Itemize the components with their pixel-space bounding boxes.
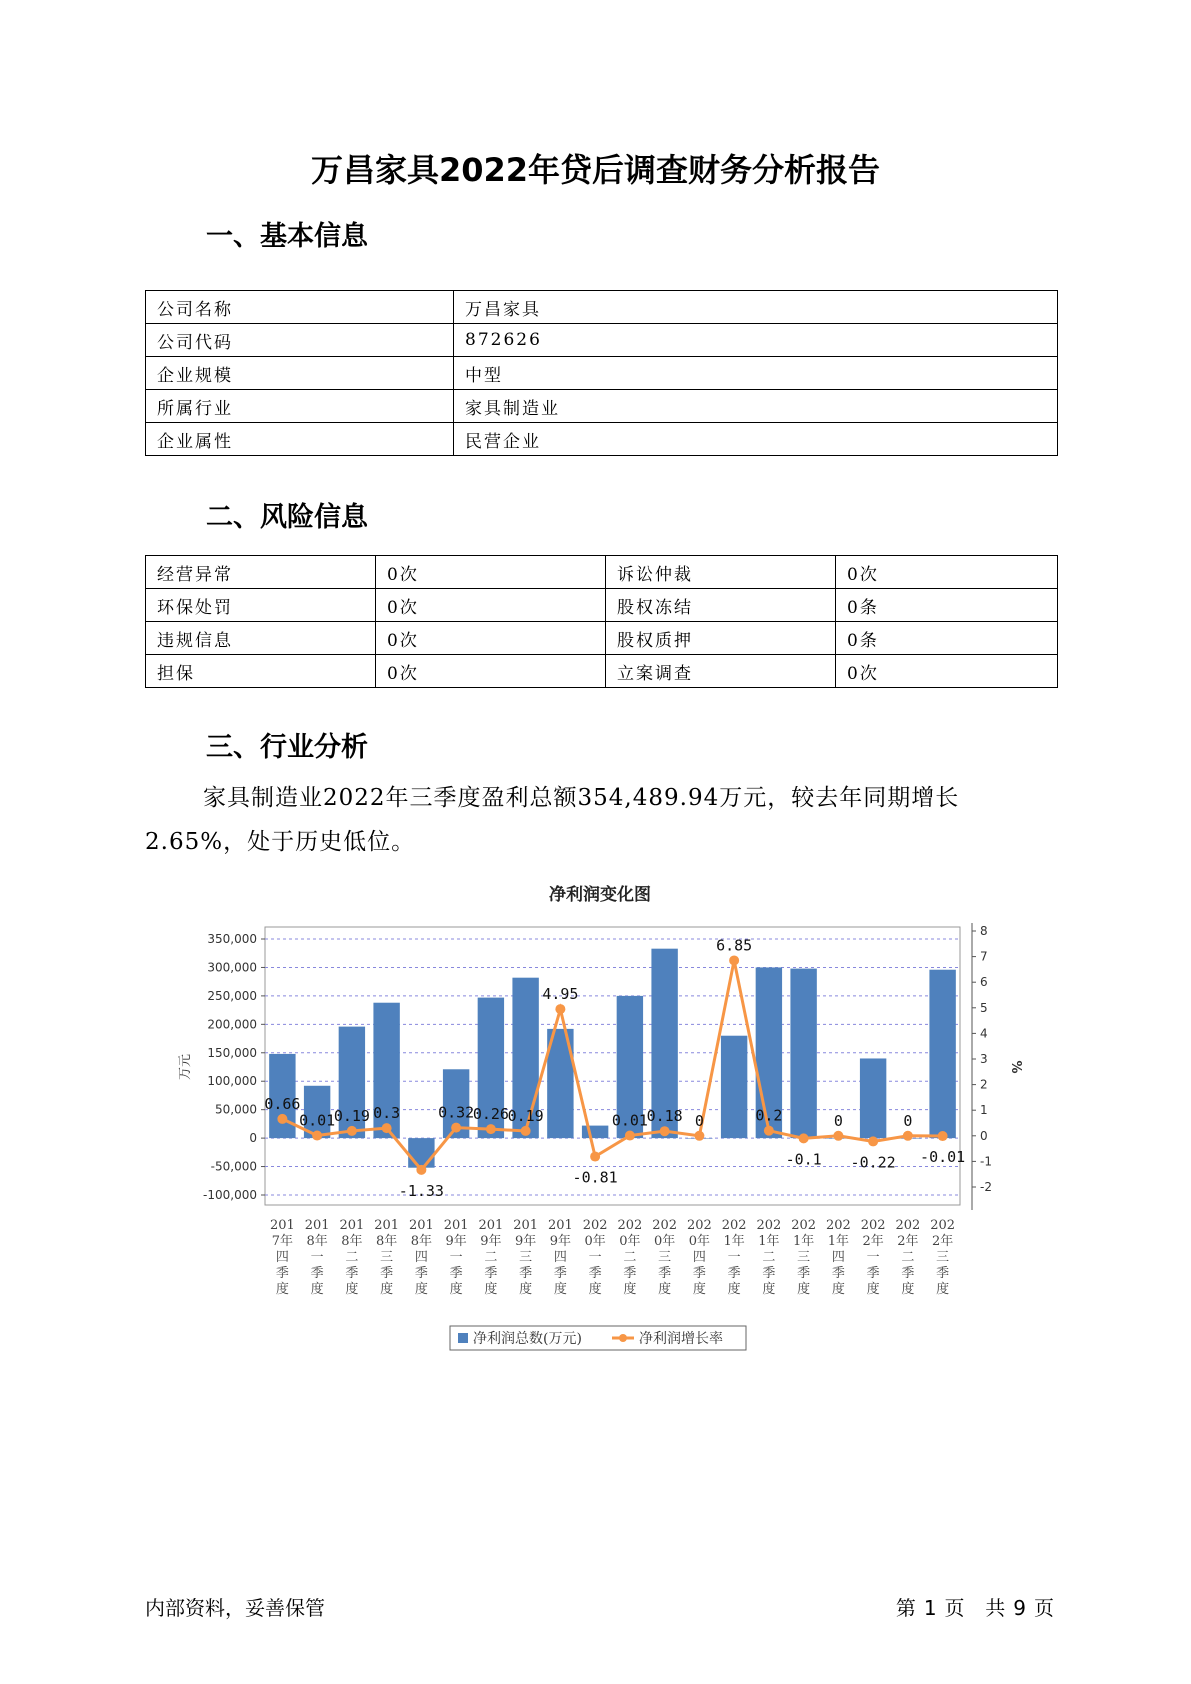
x-axis-tick-label: 202 0年三季度 xyxy=(652,1218,678,1297)
left-axis-tick-label: 150,000 xyxy=(207,1045,257,1060)
basic-info-value: 民营企业 xyxy=(454,423,1058,456)
risk-info-row xyxy=(146,589,1058,622)
growth-rate-data-label: 0.66 xyxy=(264,1094,301,1113)
x-axis-tick-label: 202 0年二季度 xyxy=(617,1218,643,1297)
risk-info-row xyxy=(146,622,1058,655)
basic-info-row xyxy=(146,324,1058,357)
left-axis-tick-label: 250,000 xyxy=(207,988,257,1003)
risk-info-value: 0条 xyxy=(836,589,1058,622)
x-axis-tick-label: 201 7年四季度 xyxy=(269,1218,295,1297)
page-current: 1 xyxy=(923,1596,937,1620)
growth-rate-point xyxy=(660,1126,670,1136)
growth-rate-point xyxy=(382,1123,392,1133)
section-heading-risk-info: 二、风险信息 xyxy=(206,502,368,533)
legend-line-label: 净利润增长率 xyxy=(639,1331,723,1347)
risk-info-label: 立案调查 xyxy=(606,655,836,688)
risk-info-label: 违规信息 xyxy=(146,622,376,655)
growth-rate-data-label: -0.1 xyxy=(785,1150,822,1169)
growth-rate-point xyxy=(486,1124,496,1134)
growth-rate-data-label: 0.32 xyxy=(438,1103,475,1122)
left-axis-tick-label: 0 xyxy=(249,1131,257,1146)
basic-info-label: 公司代码 xyxy=(146,324,454,357)
x-axis-tick-label: 202 1年一季度 xyxy=(721,1218,747,1297)
left-axis-label: 万元 xyxy=(178,1053,193,1081)
industry-paragraph-text: 家具制造业2022年三季度盈利总额354,489.94万元，较去年同期增长2.65%，处于历史低位。 xyxy=(145,785,960,855)
chart-title: 净利润变化图 xyxy=(549,885,651,905)
right-axis-tick-label: 7 xyxy=(980,949,988,964)
growth-rate-point xyxy=(625,1131,635,1141)
right-axis-tick-label: 6 xyxy=(980,975,988,990)
industry-paragraph xyxy=(145,776,1050,864)
growth-rate-data-label: 0.3 xyxy=(373,1104,401,1123)
left-axis-tick-label: 200,000 xyxy=(207,1017,257,1032)
risk-info-value: 0次 xyxy=(376,556,606,589)
growth-rate-data-label: 0 xyxy=(833,1111,843,1130)
x-axis-tick-label: 201 9年二季度 xyxy=(478,1218,504,1297)
page-total: 9 xyxy=(1013,1596,1026,1620)
x-axis-tick-label: 201 9年四季度 xyxy=(547,1218,573,1297)
x-axis-tick-label: 202 1年四季度 xyxy=(825,1218,851,1297)
risk-info-table xyxy=(145,555,1058,688)
basic-info-table xyxy=(145,290,1058,456)
section-heading-industry: 三、行业分析 xyxy=(206,732,368,763)
growth-rate-point xyxy=(277,1114,287,1124)
growth-rate-point xyxy=(590,1152,600,1162)
growth-rate-data-label: 0 xyxy=(903,1111,913,1130)
basic-info-row xyxy=(146,291,1058,324)
bar-net-profit xyxy=(790,969,816,1139)
bar-net-profit xyxy=(408,1138,434,1168)
bar-net-profit xyxy=(860,1058,886,1138)
basic-info-value: 872626 xyxy=(454,324,1058,357)
x-axis-tick-label: 202 2年三季度 xyxy=(930,1218,956,1297)
basic-info-row xyxy=(146,423,1058,456)
left-axis-tick-label: 350,000 xyxy=(207,932,257,946)
legend-line-marker xyxy=(619,1334,627,1342)
right-axis-tick-label: 2 xyxy=(980,1077,988,1092)
growth-rate-data-label: -1.33 xyxy=(398,1181,444,1200)
growth-rate-point xyxy=(312,1131,322,1141)
basic-info-value: 中型 xyxy=(454,357,1058,390)
right-axis-tick-label: 1 xyxy=(980,1103,988,1118)
x-axis-tick-label: 201 8年二季度 xyxy=(339,1218,365,1297)
growth-rate-point xyxy=(833,1131,843,1141)
bar-net-profit xyxy=(929,970,955,1138)
right-axis-tick-label: -2 xyxy=(980,1180,992,1194)
risk-info-value: 0条 xyxy=(836,622,1058,655)
report-title: 万昌家具2022年贷后调查财务分析报告 xyxy=(310,151,881,189)
basic-info-value: 万昌家具 xyxy=(454,291,1058,324)
risk-info-label: 担保 xyxy=(146,655,376,688)
risk-info-label: 经营异常 xyxy=(146,556,376,589)
right-axis-tick-label: -1 xyxy=(980,1154,992,1169)
total-unit: 页 xyxy=(1034,1596,1054,1620)
right-axis-tick-label: 8 xyxy=(980,924,988,938)
risk-info-label: 环保处罚 xyxy=(146,589,376,622)
risk-info-value: 0次 xyxy=(836,556,1058,589)
risk-info-value: 0次 xyxy=(376,655,606,688)
risk-info-value: 0次 xyxy=(376,589,606,622)
left-axis-tick-label: 100,000 xyxy=(207,1074,257,1089)
left-axis-tick-label: -50,000 xyxy=(210,1159,257,1174)
x-axis-tick-label: 201 8年三季度 xyxy=(374,1218,400,1297)
growth-rate-data-label: -0.22 xyxy=(850,1153,896,1172)
growth-rate-data-label: 0.2 xyxy=(755,1106,783,1125)
growth-rate-point xyxy=(903,1131,913,1141)
growth-rate-point xyxy=(416,1165,426,1175)
growth-rate-data-label: 0.18 xyxy=(646,1107,683,1126)
left-axis-tick-label: 300,000 xyxy=(207,960,257,975)
growth-rate-point xyxy=(868,1136,878,1146)
growth-rate-data-label: 0.01 xyxy=(299,1111,336,1130)
growth-rate-data-label: 0.26 xyxy=(472,1105,509,1124)
growth-rate-point xyxy=(694,1131,704,1141)
risk-info-label: 诉讼仲裁 xyxy=(606,556,836,589)
x-axis-tick-label: 202 1年三季度 xyxy=(791,1218,817,1297)
page-unit: 页 xyxy=(944,1596,965,1620)
left-axis-tick-label: -100,000 xyxy=(203,1188,257,1202)
growth-rate-point xyxy=(451,1123,461,1133)
right-axis-tick-label: 4 xyxy=(980,1026,988,1041)
x-axis-tick-label: 202 2年二季度 xyxy=(895,1218,921,1297)
page-prefix: 第 xyxy=(895,1596,916,1620)
growth-rate-data-label: -0.01 xyxy=(920,1148,966,1167)
basic-info-label: 企业规模 xyxy=(146,357,454,390)
growth-rate-data-label: 0.01 xyxy=(611,1111,648,1130)
footer-page-number xyxy=(892,1592,1058,1621)
risk-info-row xyxy=(146,655,1058,688)
legend-bar-swatch xyxy=(458,1333,468,1343)
basic-info-row xyxy=(146,390,1058,423)
growth-rate-point xyxy=(521,1126,531,1136)
right-axis-tick-label: 0 xyxy=(980,1128,988,1143)
growth-rate-point xyxy=(729,955,739,965)
growth-rate-point xyxy=(938,1131,948,1141)
risk-info-label: 股权质押 xyxy=(606,622,836,655)
net-profit-chart xyxy=(178,885,1065,1372)
risk-info-value: 0次 xyxy=(376,622,606,655)
growth-rate-point xyxy=(347,1126,357,1136)
basic-info-row xyxy=(146,357,1058,390)
x-axis-tick-label: 201 9年一季度 xyxy=(443,1218,469,1297)
basic-info-label: 企业属性 xyxy=(146,423,454,456)
footer-confidential: 内部资料，妥善保管 xyxy=(145,1596,325,1620)
right-axis-tick-label: 3 xyxy=(980,1052,988,1066)
growth-rate-data-label: 6.85 xyxy=(716,936,753,955)
basic-info-value: 家具制造业 xyxy=(454,390,1058,423)
x-axis-tick-label: 202 1年二季度 xyxy=(756,1218,782,1297)
growth-rate-point xyxy=(555,1004,565,1014)
section-heading-basic-info: 一、基本信息 xyxy=(206,221,368,252)
right-axis-tick-label: 5 xyxy=(980,1000,988,1015)
risk-info-row xyxy=(146,556,1058,589)
growth-rate-data-label: 0.19 xyxy=(507,1106,544,1125)
growth-rate-data-label: 0 xyxy=(694,1111,704,1130)
growth-rate-point xyxy=(799,1133,809,1143)
x-axis-tick-label: 202 0年一季度 xyxy=(582,1218,608,1297)
right-axis-label: % xyxy=(1008,1060,1023,1074)
growth-rate-data-label: 4.95 xyxy=(542,985,579,1004)
growth-rate-data-label: 0.19 xyxy=(333,1106,370,1125)
bar-net-profit xyxy=(721,1036,747,1138)
x-axis-tick-label: 201 8年四季度 xyxy=(408,1218,434,1297)
risk-info-value: 0次 xyxy=(836,655,1058,688)
basic-info-label: 公司名称 xyxy=(146,291,454,324)
growth-rate-data-label: -0.81 xyxy=(572,1168,618,1187)
x-axis-tick-label: 202 2年一季度 xyxy=(860,1218,886,1297)
risk-info-label: 股权冻结 xyxy=(606,589,836,622)
growth-rate-point xyxy=(764,1126,774,1136)
legend-bar-label: 净利润总数(万元) xyxy=(473,1331,582,1347)
bar-net-profit xyxy=(582,1126,608,1139)
basic-info-label: 所属行业 xyxy=(146,390,454,423)
x-axis-tick-label: 202 0年四季度 xyxy=(686,1218,712,1297)
x-axis-tick-label: 201 8年一季度 xyxy=(304,1218,330,1297)
x-axis-tick-label: 201 9年三季度 xyxy=(513,1218,539,1297)
left-axis-tick-label: 50,000 xyxy=(215,1102,257,1117)
total-prefix: 共 xyxy=(985,1596,1006,1620)
